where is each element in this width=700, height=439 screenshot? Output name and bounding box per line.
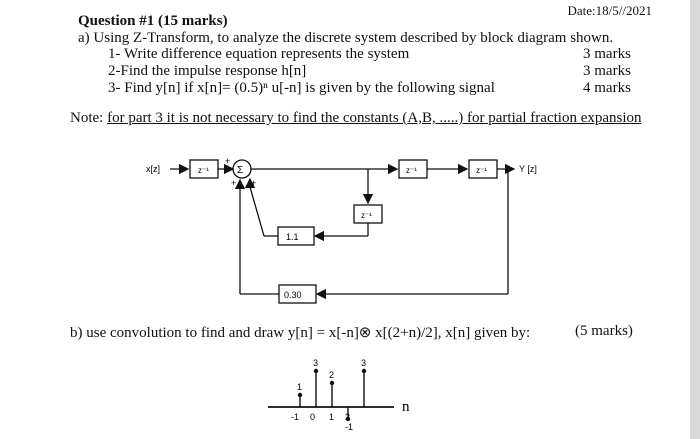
stem-axis-label: n <box>402 399 410 415</box>
sum-symbol: Σ <box>237 165 244 176</box>
date-label: Date:18/5//2021 <box>567 3 652 18</box>
output-label: Y [z] <box>519 164 537 174</box>
plus-left: + <box>231 178 237 188</box>
stem-marker <box>330 381 334 385</box>
delay-label-3: z⁻¹ <box>476 166 487 175</box>
item-1-marks: 3 marks <box>583 46 631 62</box>
item-3-marks: 4 marks <box>583 80 631 96</box>
plus-top: + <box>225 156 231 166</box>
stem-plot <box>268 358 410 432</box>
question-title: Question #1 (15 marks) <box>78 13 228 29</box>
stem-value-label: 1 <box>297 382 303 392</box>
part-a-intro: a) Using Z-Transform, to analyze the discrete system described by block diagram shown. <box>78 30 614 46</box>
part-b-marks: (5 marks) <box>575 323 633 339</box>
tick-label-0: 0 <box>310 412 316 422</box>
tick-label-2: 2 <box>345 412 351 422</box>
note-prefix: Note: <box>70 110 108 126</box>
item-3-text: 3- Find y[n] if x[n]= (0.5)ⁿ u[-n] is given by the following signal <box>108 80 495 96</box>
delay-label-4: z⁻¹ <box>361 211 372 220</box>
item-2-marks: 3 marks <box>583 63 631 79</box>
stem-value-label: 3 <box>313 358 319 368</box>
part-b-text: b) use convolution to find and draw y[n] = x[-n]⊗ x[(2+n)/2], x[n] given by: <box>70 325 531 341</box>
stem-marker <box>298 393 302 397</box>
note-body: for part 3 it is not necessary to find the constants (A,B, .....) for partial fraction expansion <box>107 110 642 126</box>
tick-label-1: 1 <box>329 412 335 422</box>
item-1-text: 1- Write difference equation represents the system <box>108 46 410 62</box>
delay-label-1: z⁻¹ <box>198 166 209 175</box>
gain-label-1: 1.1 <box>286 232 299 242</box>
stem-value-label: -1 <box>345 422 354 432</box>
delay-label-2: z⁻¹ <box>406 166 417 175</box>
tick-label-neg1: -1 <box>291 412 300 422</box>
plus-bottom: + <box>251 178 257 188</box>
screen-edge <box>690 0 700 439</box>
gain-label-2: 0.30 <box>284 290 302 300</box>
stem-marker <box>314 369 318 373</box>
stem-marker <box>362 369 366 373</box>
item-2-text: 2-Find the impulse response h[n] <box>108 63 307 79</box>
stem-value-label: 2 <box>329 370 335 380</box>
input-label: x[z] <box>146 164 161 174</box>
stem-value-label: 3 <box>361 358 367 368</box>
